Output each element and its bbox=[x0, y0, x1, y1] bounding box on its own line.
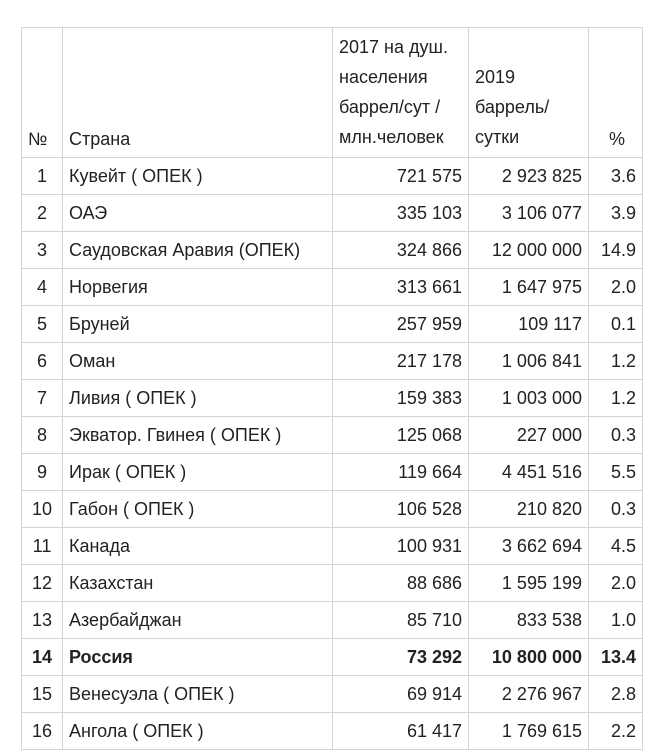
oil-production-table bbox=[21, 27, 643, 750]
cell-num: 14 bbox=[22, 639, 63, 676]
table-row bbox=[22, 343, 643, 380]
cell-per-capita: 106 528 bbox=[333, 491, 469, 528]
table-row bbox=[22, 195, 643, 232]
cell-percent: 5.5 bbox=[589, 454, 643, 491]
cell-num: 16 bbox=[22, 713, 63, 750]
table-row bbox=[22, 269, 643, 306]
cell-country: Ирак ( ОПЕК ) bbox=[63, 454, 333, 491]
header-per-capita: 2017 на душ. населения баррел/сут / млн.человек bbox=[333, 28, 469, 158]
cell-country: Россия bbox=[63, 639, 333, 676]
cell-production: 1 647 975 bbox=[469, 269, 589, 306]
cell-production: 2 923 825 bbox=[469, 158, 589, 195]
cell-production: 2 276 967 bbox=[469, 676, 589, 713]
cell-per-capita: 61 417 bbox=[333, 713, 469, 750]
cell-per-capita: 257 959 bbox=[333, 306, 469, 343]
cell-num: 15 bbox=[22, 676, 63, 713]
cell-country: Ливия ( ОПЕК ) bbox=[63, 380, 333, 417]
cell-production: 833 538 bbox=[469, 602, 589, 639]
cell-num: 13 bbox=[22, 602, 63, 639]
cell-per-capita: 73 292 bbox=[333, 639, 469, 676]
table-row bbox=[22, 232, 643, 269]
cell-production: 4 451 516 bbox=[469, 454, 589, 491]
oil-table-container bbox=[21, 27, 643, 750]
cell-per-capita: 119 664 bbox=[333, 454, 469, 491]
header-row bbox=[22, 28, 643, 158]
cell-country: Габон ( ОПЕК ) bbox=[63, 491, 333, 528]
table-row bbox=[22, 676, 643, 713]
table-row bbox=[22, 639, 643, 676]
cell-num: 3 bbox=[22, 232, 63, 269]
cell-percent: 2.0 bbox=[589, 565, 643, 602]
cell-production: 10 800 000 bbox=[469, 639, 589, 676]
table-row bbox=[22, 713, 643, 750]
cell-production: 227 000 bbox=[469, 417, 589, 454]
cell-percent: 2.0 bbox=[589, 269, 643, 306]
cell-num: 4 bbox=[22, 269, 63, 306]
table-row bbox=[22, 565, 643, 602]
cell-num: 7 bbox=[22, 380, 63, 417]
table-row bbox=[22, 602, 643, 639]
header-num: № bbox=[22, 28, 63, 158]
cell-per-capita: 69 914 bbox=[333, 676, 469, 713]
cell-percent: 0.1 bbox=[589, 306, 643, 343]
cell-num: 5 bbox=[22, 306, 63, 343]
header-percent: % bbox=[589, 28, 643, 158]
cell-per-capita: 217 178 bbox=[333, 343, 469, 380]
cell-num: 11 bbox=[22, 528, 63, 565]
cell-country: Бруней bbox=[63, 306, 333, 343]
cell-production: 3 106 077 bbox=[469, 195, 589, 232]
cell-percent: 13.4 bbox=[589, 639, 643, 676]
cell-per-capita: 100 931 bbox=[333, 528, 469, 565]
cell-num: 9 bbox=[22, 454, 63, 491]
cell-country: Оман bbox=[63, 343, 333, 380]
header-country: Страна bbox=[63, 28, 333, 158]
cell-percent: 4.5 bbox=[589, 528, 643, 565]
table-row bbox=[22, 528, 643, 565]
cell-num: 2 bbox=[22, 195, 63, 232]
cell-production: 109 117 bbox=[469, 306, 589, 343]
cell-percent: 2.2 bbox=[589, 713, 643, 750]
cell-country: Норвегия bbox=[63, 269, 333, 306]
cell-country: Кувейт ( ОПЕК ) bbox=[63, 158, 333, 195]
cell-production: 1 003 000 bbox=[469, 380, 589, 417]
cell-per-capita: 85 710 bbox=[333, 602, 469, 639]
cell-percent: 3.6 bbox=[589, 158, 643, 195]
table-row bbox=[22, 306, 643, 343]
cell-per-capita: 159 383 bbox=[333, 380, 469, 417]
cell-percent: 14.9 bbox=[589, 232, 643, 269]
cell-percent: 1.2 bbox=[589, 380, 643, 417]
table-row bbox=[22, 491, 643, 528]
cell-percent: 0.3 bbox=[589, 417, 643, 454]
cell-production: 1 595 199 bbox=[469, 565, 589, 602]
cell-per-capita: 335 103 bbox=[333, 195, 469, 232]
cell-percent: 0.3 bbox=[589, 491, 643, 528]
cell-num: 10 bbox=[22, 491, 63, 528]
cell-production: 12 000 000 bbox=[469, 232, 589, 269]
cell-num: 1 bbox=[22, 158, 63, 195]
table-row bbox=[22, 454, 643, 491]
cell-num: 6 bbox=[22, 343, 63, 380]
cell-percent: 1.0 bbox=[589, 602, 643, 639]
header-production: 2019 баррель/ сутки bbox=[469, 28, 589, 158]
cell-percent: 3.9 bbox=[589, 195, 643, 232]
cell-num: 8 bbox=[22, 417, 63, 454]
cell-country: Венесуэла ( ОПЕК ) bbox=[63, 676, 333, 713]
table-body bbox=[22, 158, 643, 750]
cell-production: 210 820 bbox=[469, 491, 589, 528]
cell-country: Канада bbox=[63, 528, 333, 565]
cell-production: 1 769 615 bbox=[469, 713, 589, 750]
cell-country: Казахстан bbox=[63, 565, 333, 602]
cell-percent: 1.2 bbox=[589, 343, 643, 380]
table-header bbox=[22, 28, 643, 158]
cell-country: Ангола ( ОПЕК ) bbox=[63, 713, 333, 750]
cell-production: 1 006 841 bbox=[469, 343, 589, 380]
cell-country: Саудовская Аравия (ОПЕК) bbox=[63, 232, 333, 269]
cell-percent: 2.8 bbox=[589, 676, 643, 713]
cell-production: 3 662 694 bbox=[469, 528, 589, 565]
table-row bbox=[22, 158, 643, 195]
cell-per-capita: 125 068 bbox=[333, 417, 469, 454]
cell-country: ОАЭ bbox=[63, 195, 333, 232]
cell-num: 12 bbox=[22, 565, 63, 602]
table-row bbox=[22, 380, 643, 417]
cell-per-capita: 313 661 bbox=[333, 269, 469, 306]
table-row bbox=[22, 417, 643, 454]
cell-per-capita: 324 866 bbox=[333, 232, 469, 269]
cell-per-capita: 88 686 bbox=[333, 565, 469, 602]
cell-country: Экватор. Гвинея ( ОПЕК ) bbox=[63, 417, 333, 454]
cell-per-capita: 721 575 bbox=[333, 158, 469, 195]
cell-country: Азербайджан bbox=[63, 602, 333, 639]
